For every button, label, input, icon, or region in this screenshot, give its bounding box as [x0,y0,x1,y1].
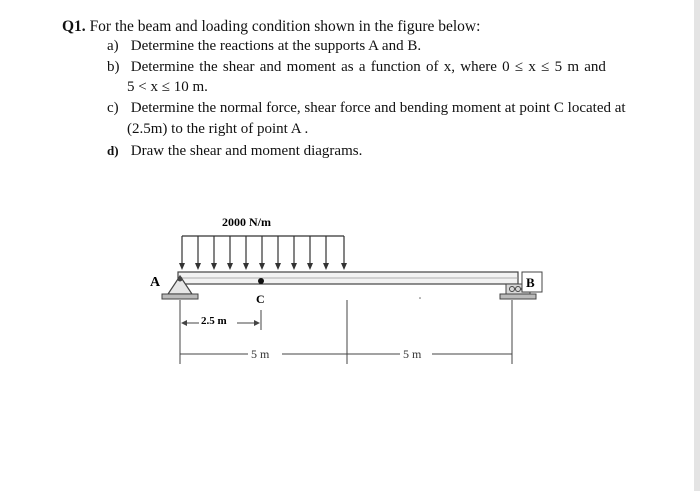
part-c-text: Determine the normal force, shear force and bending moment at point C located at [130,100,626,116]
point-c-marker [258,278,264,284]
part-a-text: Determine the reactions at the supports A and B. [130,38,422,54]
point-c-label: C [256,292,265,306]
dim-c-arrow-right [254,320,260,326]
part-c-text-2: (2.5m) to the right of point A . [127,121,309,137]
part-d-label: d) [107,143,119,158]
dim-left-label: 5 m [251,347,270,361]
part-b-text: Determine the shear and moment as a function of x, where 0 ≤ x ≤ 5 m and [130,59,606,75]
question-text: For the beam and loading condition shown in the figure below: [89,18,481,35]
stray-dot [419,297,421,299]
support-a-label: A [150,275,161,290]
load-arrowheads [179,263,347,270]
dim-c-label: 2.5 m [201,315,227,327]
part-a-label: a) [107,38,119,54]
part-c-label: c) [107,100,119,116]
load-label: 2000 N/m [222,215,271,229]
part-d-text: Draw the shear and moment diagrams. [130,143,363,159]
support-b-label: B [526,275,535,290]
dim-c-arrow-left [181,320,187,326]
dim-right-label: 5 m [403,347,422,361]
question-number: Q1. [62,18,86,35]
part-b-label: b) [107,59,120,75]
part-b-text-2: 5 < x ≤ 10 m. [127,79,208,95]
